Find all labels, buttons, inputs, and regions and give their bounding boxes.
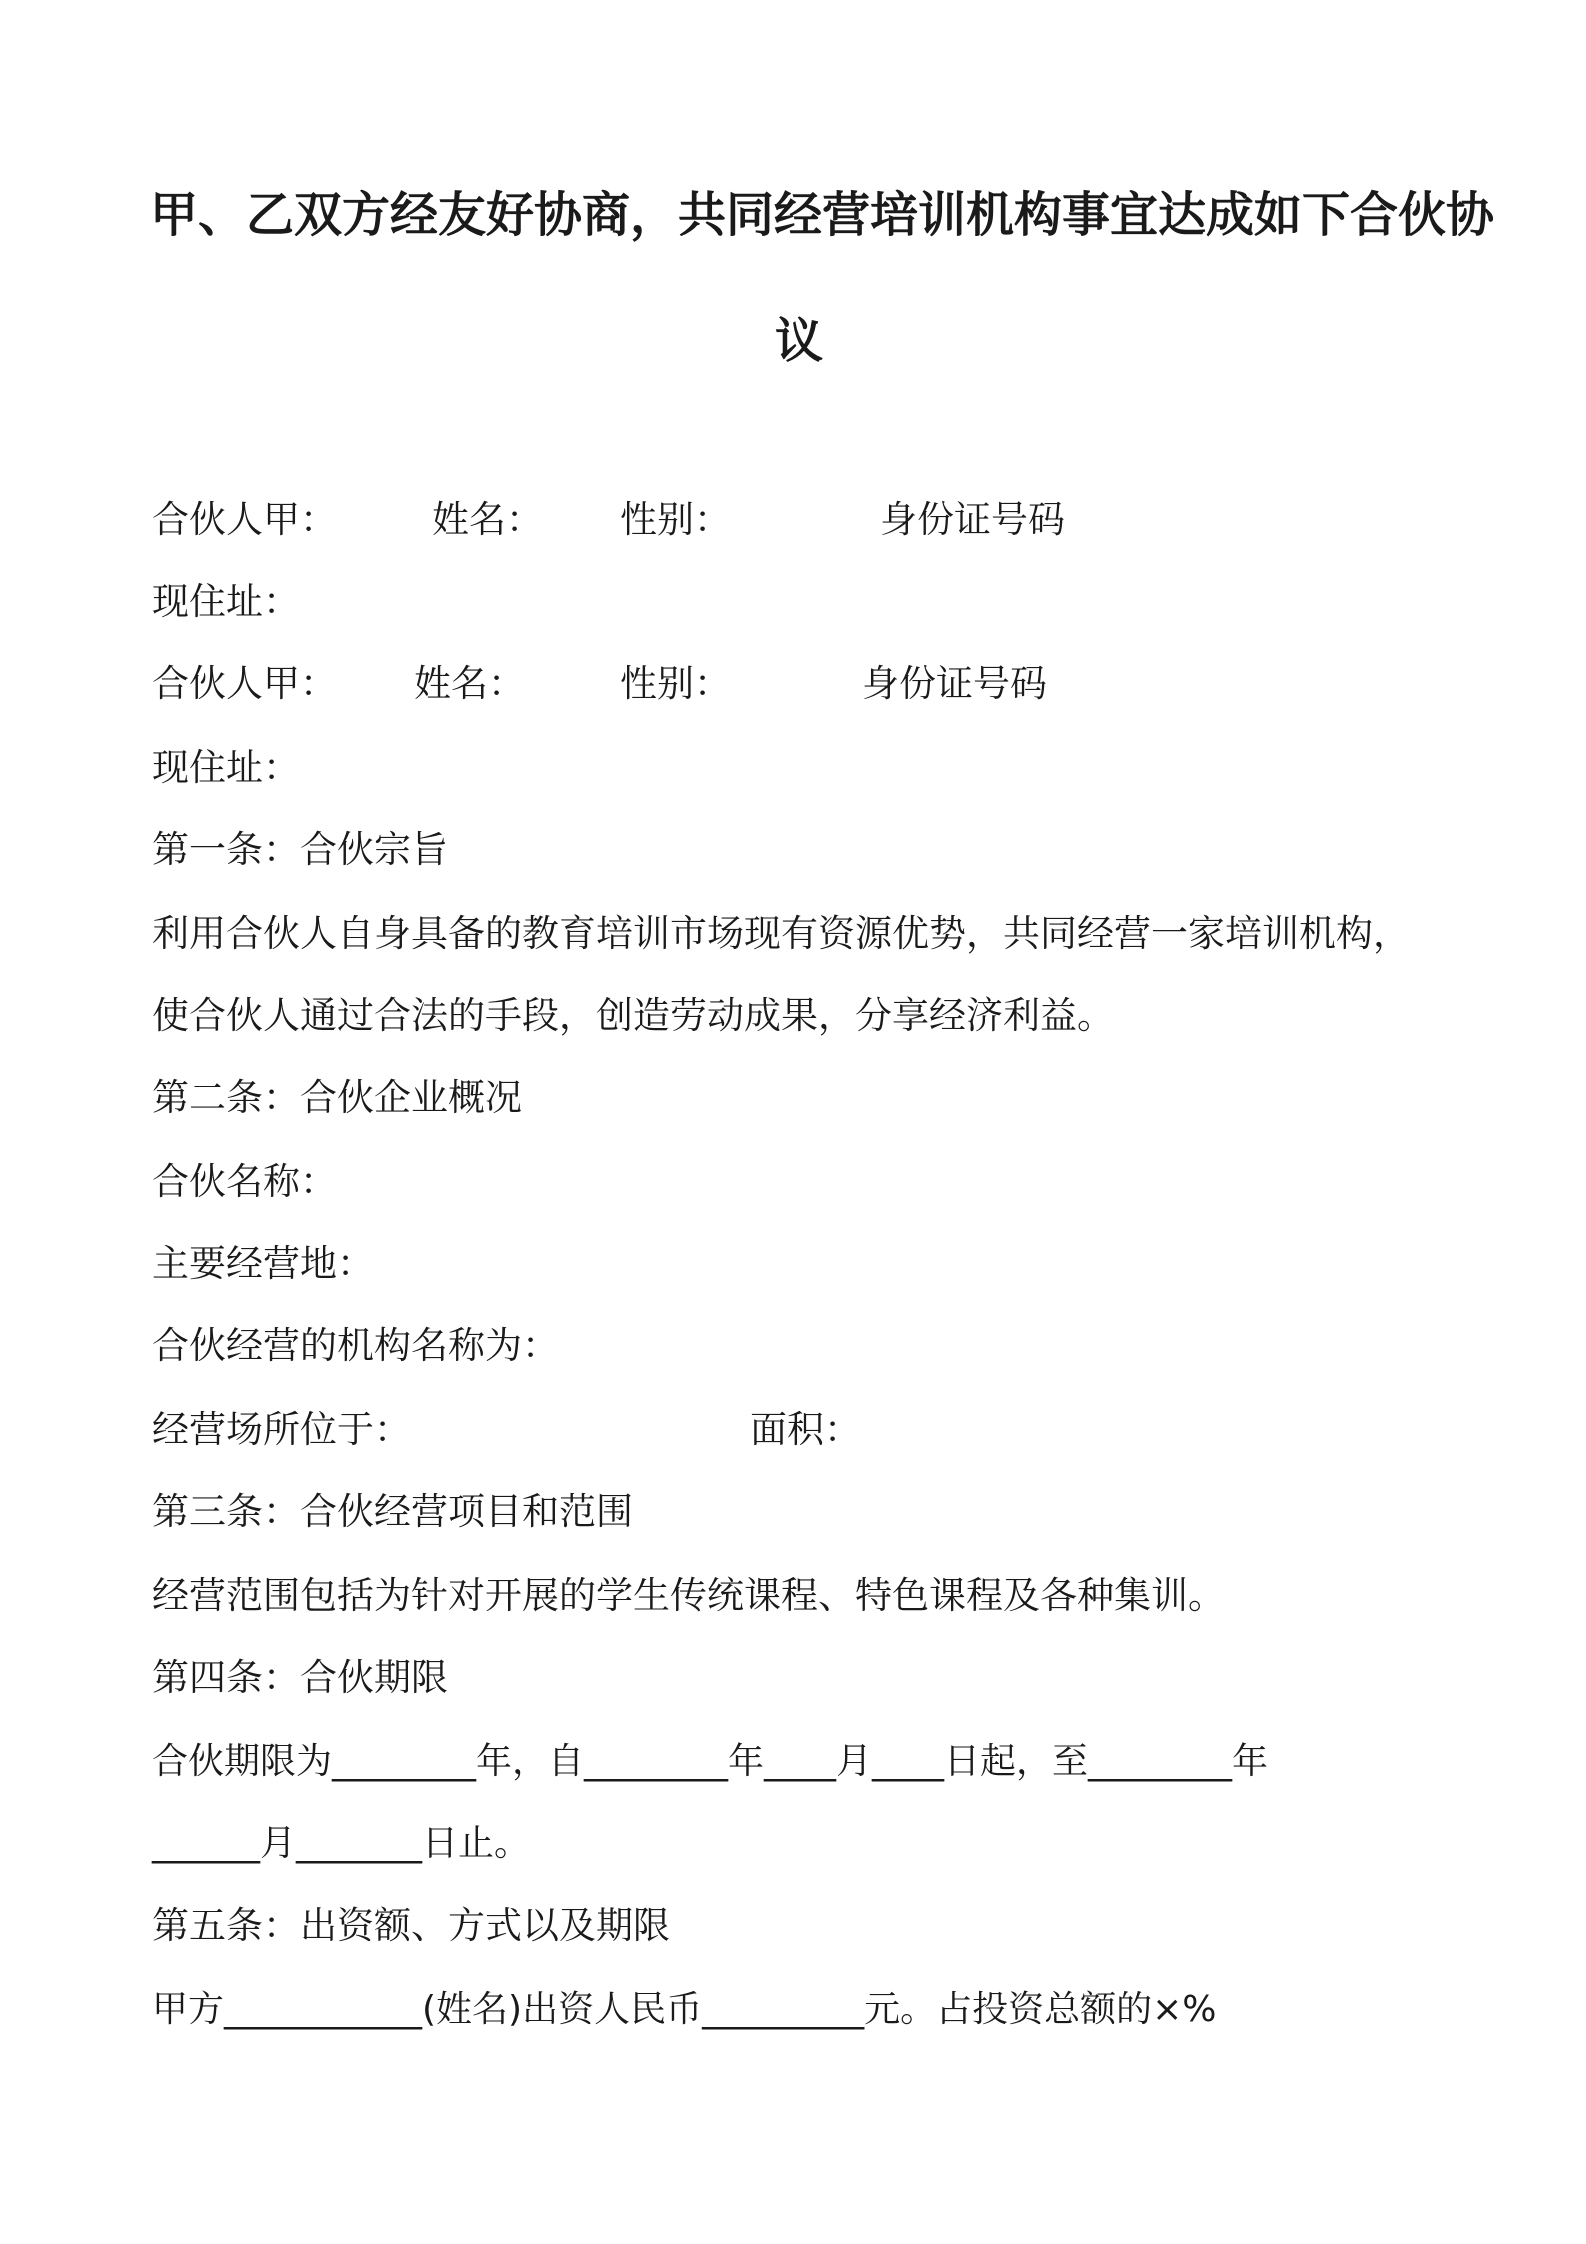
business-site-label: 经营场所位于： — [152, 1408, 411, 1451]
document-title-line2: 议 — [775, 313, 824, 369]
partner-b-name-label: 姓名： — [414, 662, 525, 705]
article1-paragraph-line1: 利用合伙人自身具备的教育培训市场现有资源优势，共同经营一家培训机构， — [152, 912, 1410, 955]
article3-heading: 第三条：合伙经营项目和范围 — [152, 1490, 633, 1533]
main-location-label: 主要经营地： — [152, 1242, 374, 1285]
area-label: 面积： — [750, 1408, 861, 1451]
document-title-line1: 甲、乙双方经友好协商，共同经营培训机构事宜达成如下合伙协 — [150, 187, 1495, 243]
partner-a-name-label: 姓名： — [432, 498, 543, 541]
partner-a-id-label: 身份证号码 — [880, 498, 1065, 541]
article5-heading: 第五条：出资额、方式以及期限 — [152, 1904, 670, 1947]
partner-a-label: 合伙人甲： — [152, 498, 337, 541]
partner-a-gender-label: 性别： — [620, 498, 731, 541]
partner-b-gender-label: 性别： — [620, 662, 731, 705]
partner-a-address-label: 现住址： — [152, 580, 300, 623]
article4-paragraph-line1: 合伙期限为________年，自________年____月____日起，至________年 — [152, 1741, 1269, 1782]
article1-paragraph-line2: 使合伙人通过合法的手段，创造劳动成果，分享经济利益。 — [152, 994, 1114, 1037]
org-name-label: 合伙经营的机构名称为： — [152, 1324, 559, 1367]
article2-heading: 第二条：合伙企业概况 — [152, 1076, 522, 1119]
article5-paragraph: 甲方___________(姓名)出资人民币_________元。占投资总额的×% — [152, 1989, 1217, 2030]
article4-paragraph-line2: ______月_______日止。 — [152, 1823, 531, 1864]
partner-b-address-label: 现住址： — [152, 746, 300, 789]
article4-heading: 第四条：合伙期限 — [152, 1656, 448, 1699]
partner-b-id-label: 身份证号码 — [862, 662, 1047, 705]
partnership-name-label: 合伙名称： — [152, 1160, 337, 1203]
article3-paragraph: 经营范围包括为针对开展的学生传统课程、特色课程及各种集训。 — [152, 1574, 1225, 1617]
article1-heading: 第一条：合伙宗旨 — [152, 828, 448, 871]
partner-b-label: 合伙人甲： — [152, 662, 337, 705]
